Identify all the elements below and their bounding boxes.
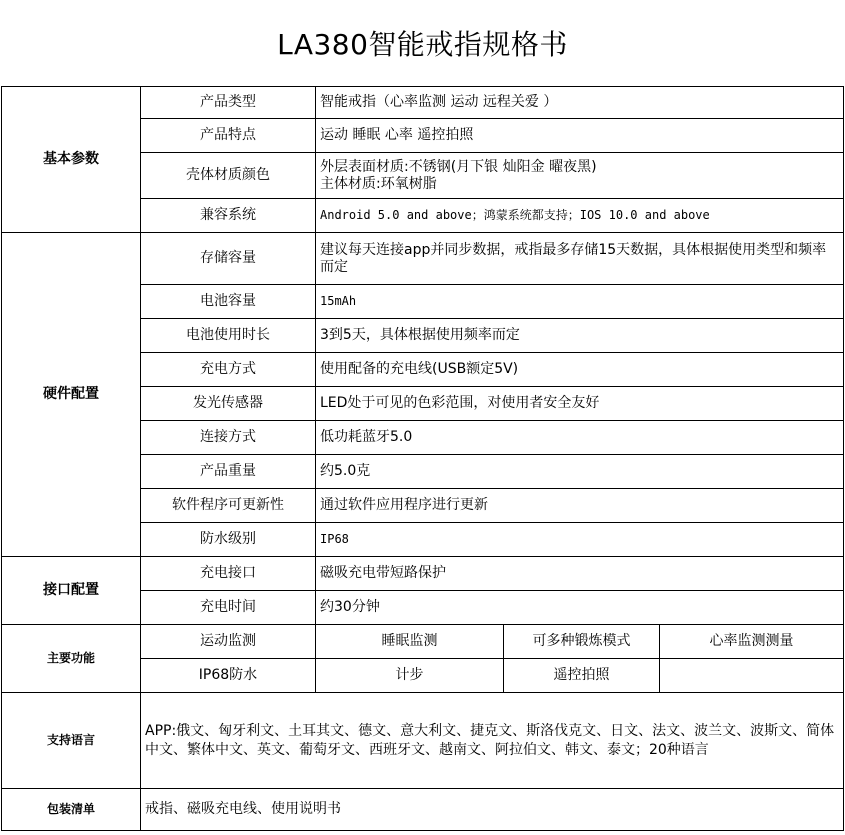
spec-label: 电池使用时长: [141, 319, 316, 353]
spec-value: 3到5天，具体根据使用频率而定: [316, 319, 844, 353]
section-interface: 接口配置: [2, 557, 141, 625]
spec-value: Android 5.0 and above；鸿蒙系统都支持；IOS 10.0 and above: [316, 199, 844, 233]
spec-label: 充电时间: [141, 591, 316, 625]
spec-value: 使用配备的充电线(USB额定5V): [316, 353, 844, 387]
spec-value: 磁吸充电带短路保护: [316, 557, 844, 591]
spec-value-line: 主体材质:环氧树脂: [320, 175, 437, 192]
spec-label: 产品特点: [141, 119, 316, 153]
function-cell: IP68防水: [141, 659, 316, 693]
section-package: 包装清单: [2, 789, 141, 831]
table-row: [2, 789, 844, 831]
spec-value: 15mAh: [316, 285, 844, 319]
languages-value: APP:俄文、匈牙利文、土耳其文、德文、意大利文、捷克文、斯洛伐克文、日文、法文、波兰文、波斯文、简体中文、繁体中文、英文、葡萄牙文、西班牙文、越南文、阿拉伯文、韩文、泰文；20种语言: [141, 693, 844, 789]
spec-table: [1, 86, 844, 831]
spec-value-line: 外层表面材质:不锈钢(月下银 灿阳金 曜夜黑): [320, 158, 597, 175]
spec-label: 防水级别: [141, 523, 316, 557]
spec-label: 壳体材质颜色: [141, 153, 316, 199]
spec-label: 发光传感器: [141, 387, 316, 421]
spec-value: 运动 睡眠 心率 遥控拍照: [316, 119, 844, 153]
function-cell: [660, 659, 844, 693]
section-hardware: 硬件配置: [2, 233, 141, 557]
table-row: [2, 625, 844, 659]
spec-label: 电池容量: [141, 285, 316, 319]
spec-label: 软件程序可更新性: [141, 489, 316, 523]
package-value: 戒指、磁吸充电线、使用说明书: [141, 789, 844, 831]
table-row: [2, 693, 844, 789]
spec-value: IP68: [316, 523, 844, 557]
function-cell: 心率监测测量: [660, 625, 844, 659]
spec-value: 智能戒指（心率监测 运动 远程关爱 ）: [316, 87, 844, 119]
function-cell: 睡眠监测: [316, 625, 504, 659]
spec-label: 充电接口: [141, 557, 316, 591]
function-cell: 可多种锻炼模式: [504, 625, 660, 659]
table-row: [2, 557, 844, 591]
spec-label: 存储容量: [141, 233, 316, 285]
spec-value: [316, 153, 844, 199]
section-basic: 基本参数: [2, 87, 141, 233]
spec-label: 连接方式: [141, 421, 316, 455]
spec-label: 充电方式: [141, 353, 316, 387]
table-row: [2, 233, 844, 285]
section-languages: 支持语言: [2, 693, 141, 789]
spec-value: 低功耗蓝牙5.0: [316, 421, 844, 455]
function-cell: 遥控拍照: [504, 659, 660, 693]
section-functions: 主要功能: [2, 625, 141, 693]
spec-value: 约5.0克: [316, 455, 844, 489]
spec-value: 建议每天连接app并同步数据，戒指最多存储15天数据，具体根据使用类型和频率而定: [316, 233, 844, 285]
spec-label: 产品类型: [141, 87, 316, 119]
spec-label: 兼容系统: [141, 199, 316, 233]
document-title: LA380智能戒指规格书: [277, 28, 568, 61]
function-cell: 计步: [316, 659, 504, 693]
spec-value: 通过软件应用程序进行更新: [316, 489, 844, 523]
spec-value: 约30分钟: [316, 591, 844, 625]
spec-label: 产品重量: [141, 455, 316, 489]
function-cell: 运动监测: [141, 625, 316, 659]
spec-value: LED处于可见的色彩范围，对使用者安全友好: [316, 387, 844, 421]
table-row: [2, 87, 844, 119]
